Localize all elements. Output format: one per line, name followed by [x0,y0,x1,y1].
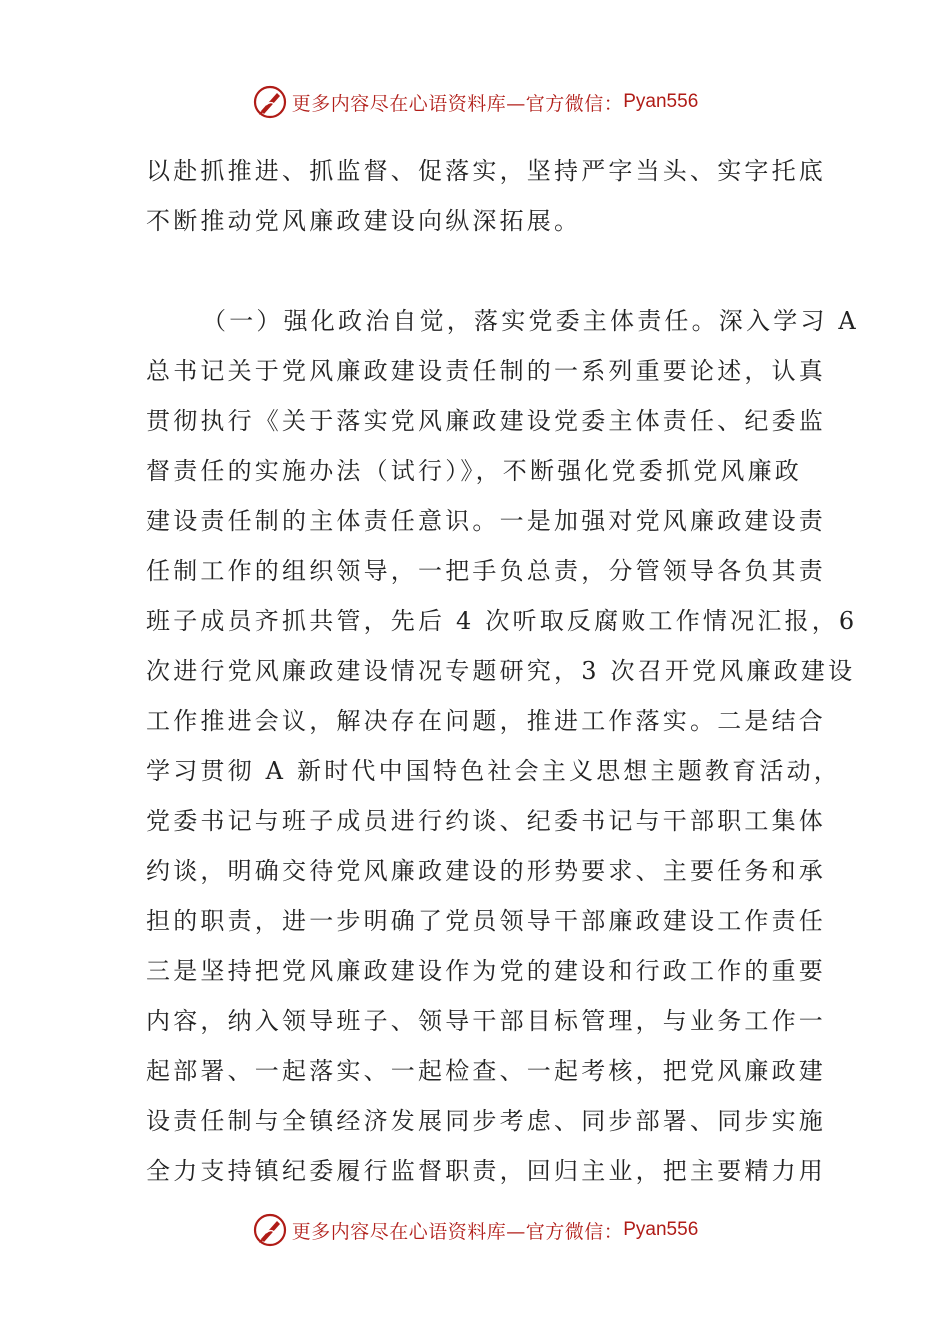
text-line: 次进行党风廉政建设情况专题研究，3 次召开党风廉政建设 [146,657,856,685]
text-line: 工作推进会议，解决存在问题，推进工作落实。二是结合 [146,707,826,735]
pen-logo-icon [252,1212,288,1248]
text-line: 不断推动党风廉政建设向纵深拓展。 [146,207,582,235]
text-line: 起部署、一起落实、一起检查、一起考核，把党风廉政建 [146,1057,826,1085]
text-line: 贯彻执行《关于落实党风廉政建设党委主体责任、纪委监 [146,407,826,435]
text-line: 任制工作的组织领导，一把手负总责，分管领导各负其责 [146,557,826,585]
text-line: 建设责任制的主体责任意识。一是加强对党风廉政建设责 [146,507,826,535]
text-line: 设责任制与全镇经济发展同步考虑、同步部署、同步实施 [146,1107,826,1135]
text-line: 担的职责，进一步明确了党员领导干部廉政建设工作责任 [146,907,826,935]
banner-text: 更多内容尽在心语资料库—官方微信： [291,1220,624,1243]
text-line: 以赴抓推进、抓监督、促落实，坚持严字当头、实字托底 [146,157,826,185]
text-line: 约谈，明确交待党风廉政建设的形势要求、主要任务和承 [146,857,826,885]
text-line: （一）强化政治自觉，落实党委主体责任。深入学习 A [202,307,859,335]
paragraph-2 [146,296,859,1196]
text-line: 党委书记与班子成员进行约谈、纪委书记与干部职工集体 [146,807,826,835]
text-line: 内容，纳入领导班子、领导干部目标管理，与业务工作一 [146,1007,826,1035]
footer-banner [0,1210,950,1250]
text-line: 督责任的实施办法（试行）》，不断强化党委抓党风廉政 [146,457,802,485]
paragraph-1 [146,146,826,246]
text-line: 总书记关于党风廉政建设责任制的一系列重要论述，认真 [146,357,826,385]
wechat-id: Pyan556 [623,1219,699,1240]
text-line: 三是坚持把党风廉政建设作为党的建设和行政工作的重要 [146,957,826,985]
wechat-id: Pyan556 [623,91,699,112]
text-line: 班子成员齐抓共管，先后 4 次听取反腐败工作情况汇报，6 [146,607,858,635]
pen-logo-icon [252,84,288,120]
text-line: 学习贯彻 A 新时代中国特色社会主义思想主题教育活动， [146,757,841,785]
banner-text: 更多内容尽在心语资料库—官方微信： [291,92,624,115]
header-banner [0,82,950,122]
text-line: 全力支持镇纪委履行监督职责，回归主业，把主要精力用 [146,1157,826,1185]
